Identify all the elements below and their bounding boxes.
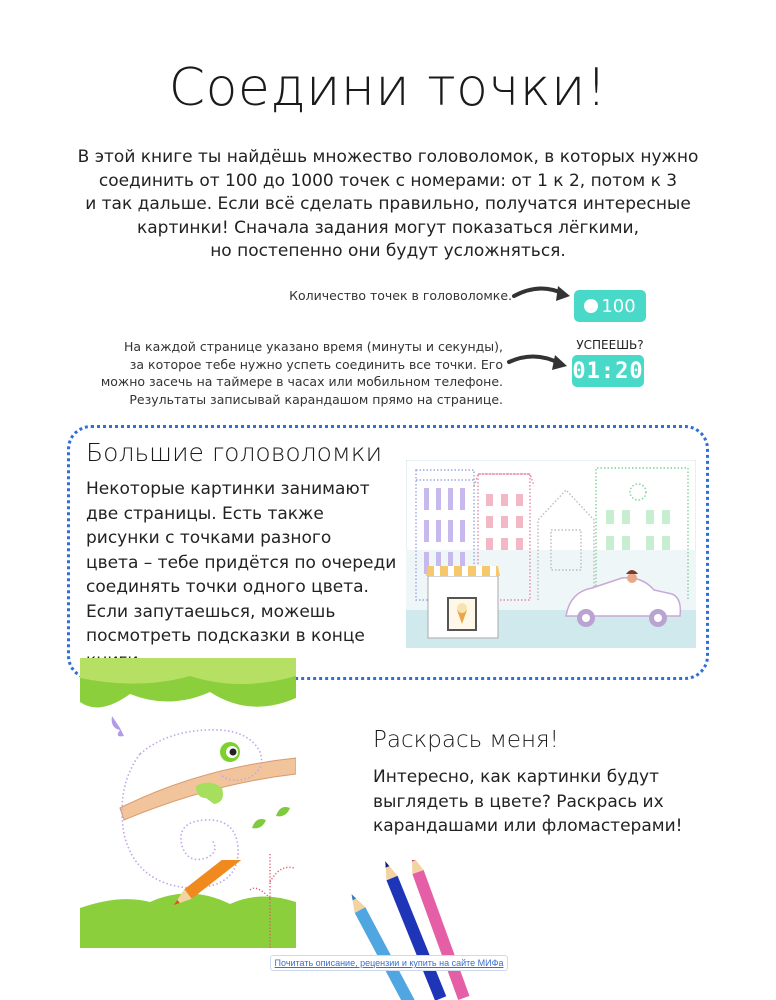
timer-badge: 01:20 (572, 355, 644, 387)
dot-icon (584, 299, 598, 313)
arrow-icon (505, 348, 571, 378)
intro-paragraph: В этой книге ты найдёшь множество головоломок, в которых нужно соединить от 100 до 1000 точек с номерами: от 1 к 2, потом к 3 и так дальше. Если всё сделать правильно, получатся интересные картинки! Сначала задания могут показаться лёгкими, но постепенно они будут усложняться. (77, 147, 699, 261)
timer-label: УСПЕЕШЬ? (576, 338, 644, 352)
timer-note: На каждой странице указано время (минуты и секунды), за которое тебе нужно успеть соединить все точки. Его можно засечь на таймере в часах или мобильном телефоне. Результаты записывай карандашом прямо на странице. (100, 339, 503, 407)
dot-count-badge: 100 (574, 290, 646, 322)
color-me-title: Раскрась меня! (373, 727, 559, 753)
color-me-text: Интересно, как картинки будут выглядеть в цвете? Раскрась их карандашами или фломастерами! (373, 767, 683, 836)
page-title: Соедини точки! (168, 58, 608, 118)
pencils-illustration (96, 860, 556, 1000)
big-puzzles-text: Некоторые картинки занимают две страницы. Есть также рисунки с точками разного цвета – тебе придётся по очереди соединять точки одного цвета. Если запутаешься, можешь посмотреть подсказки в конце (86, 479, 397, 646)
big-puzzles-title: Большие головоломки (86, 438, 383, 467)
arrow-icon (510, 280, 574, 310)
city-illustration (406, 460, 696, 648)
footer-link[interactable]: Почитать описание, рецензии и купить на сайте МИФа (270, 955, 508, 971)
dot-count-note: Количество точек в головоломке. (289, 288, 512, 303)
